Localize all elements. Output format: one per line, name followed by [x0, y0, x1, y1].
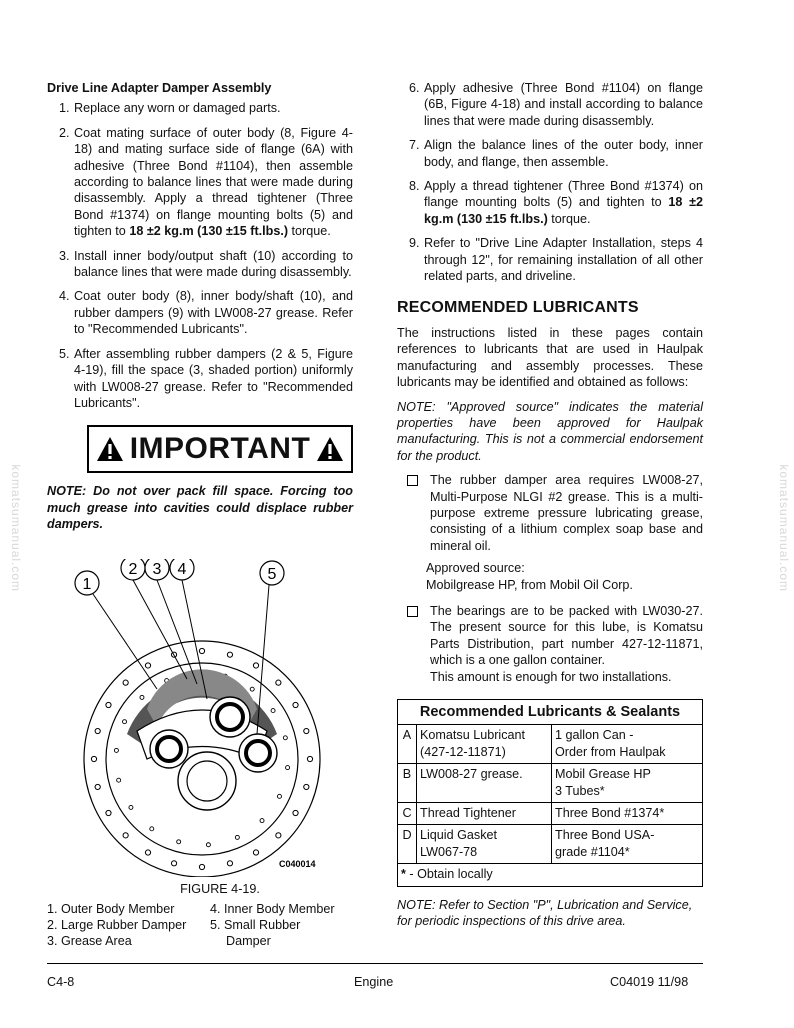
lubricants-intro: The instructions listed in these pages contain references to lubricants that are used in Haulpak manufacturing and assembly processes. These lubricants may be identified and obtained as follows: — [397, 325, 703, 390]
damper-diagram — [47, 559, 353, 877]
watermark-left: komatsumanual.com — [9, 464, 24, 593]
bolt-hole — [250, 687, 254, 691]
bolt-hole — [293, 702, 298, 707]
legend-item: Damper — [226, 933, 271, 948]
bolt-hole — [129, 805, 133, 809]
step-5: 5. After assembling rubber dampers (2 & 5, Figure 4-19), fill the space (3, shaded portion) uniformly with LW008-27 grease. Refer to "Recommended Lubricants". — [59, 346, 353, 410]
important-label: IMPORTANT — [129, 432, 311, 466]
bolt-hole — [106, 702, 111, 707]
bolt-hole — [286, 765, 290, 769]
legend-item: 2. Large Rubber Damper — [47, 917, 187, 932]
table-row: A Komatsu Lubricant (427-12-11871) 1 gallon Can - Order from Haulpak — [398, 725, 703, 764]
warning-icon — [316, 436, 344, 462]
bolt-hole — [123, 680, 128, 685]
step-3: 3. Install inner body/output shaft (10) according to balance lines that were made during disassembly. — [59, 248, 353, 280]
approved-source-note: NOTE: "Approved source" indicates the material properties have been approved for Haulpak manufacturing. This is not a commercial endorsement for the product. — [397, 399, 703, 463]
callout-1: 1 — [82, 575, 92, 593]
lubricants-table — [397, 699, 703, 887]
callout-4: 4 — [177, 560, 187, 578]
checklist-item: The rubber damper area requires LW008-27, Multi-Purpose NLGI #2 grease. This is a multi-purpose extreme pressure lubricating grease, consisting of a lithium complex soap base and mineral oil. — [397, 472, 703, 554]
bolt-hole — [177, 839, 181, 843]
bolt-hole — [150, 826, 154, 830]
legend-item: 5. Small Rubber — [210, 917, 301, 932]
bolt-hole — [206, 842, 210, 846]
legend-item: 1. Outer Body Member — [47, 901, 175, 916]
bolt-hole — [293, 810, 298, 815]
bolt-hole — [260, 818, 264, 822]
important-banner — [87, 425, 353, 473]
step-2: 2. Coat mating surface of outer body (8, Figure 4-18) and mating surface side of flange (6A) with adhesive (Three Bond #1104), then assemble according to balance lines that were made during disassembly. Apply a thread tightener (Three Bond #1374) on flange mounting bolts (5) and tighten to 18 ±2 kg.m (130 ±15 ft.lbs.) torque. — [59, 125, 353, 239]
chapter-name: Engine — [354, 975, 394, 989]
bolt-hole — [140, 695, 144, 699]
bolt-hole — [95, 728, 100, 733]
table-footnote-row: * - Obtain locally — [398, 864, 703, 886]
bolt-hole — [199, 864, 204, 869]
table-row: B LW008-27 grease. Mobil Grease HP 3 Tubes* — [398, 764, 703, 803]
bolt-hole — [91, 756, 96, 761]
bolt-hole — [276, 680, 281, 685]
bolt-hole — [114, 748, 118, 752]
lubricants-heading: RECOMMENDED LUBRICANTS — [397, 299, 639, 317]
figure-4-19 — [47, 559, 353, 877]
right-column — [397, 80, 703, 887]
step-6: 6. Apply adhesive (Three Bond #1104) on flange (6B, Figure 4-18) and install according to balance lines that were made during disassembly. — [409, 81, 703, 128]
figure-code: C040014 — [279, 858, 316, 869]
table-row: C Thread Tightener Three Bond #1374* — [398, 803, 703, 825]
bolt-hole — [106, 810, 111, 815]
bolt-hole — [123, 832, 128, 837]
bolt-hole — [276, 832, 281, 837]
bolt-hole — [145, 849, 150, 854]
callout-2: 2 — [128, 560, 138, 578]
bolt-hole — [145, 662, 150, 667]
important-note: NOTE: Do not over pack fill space. Forcing too much grease into cavities could displace rubber dampers. — [47, 484, 353, 532]
bolt-hole — [253, 662, 258, 667]
bolt-hole — [307, 756, 312, 761]
step-9: 9. Refer to "Drive Line Adapter Installation, steps 4 through 12", for remaining installation of all other related parts, and driveline. — [409, 236, 703, 284]
step-8: 8. Apply a thread tightener (Three Bond #1374) on flange mounting bolts (5) and tighten to 18 ±2 kg.m (130 ±15 ft.lbs.) torque. — [409, 179, 703, 226]
step-7: 7. Align the balance lines of the outer body, inner body, and flange, then assemble. — [409, 138, 703, 169]
step-4: 4. Coat outer body (8), inner body/shaft (10), and rubber dampers (9) with LW008-27 grease. Refer to "Recommended Lubricants". — [59, 289, 353, 337]
footer-divider — [47, 963, 703, 964]
bolt-hole — [199, 648, 204, 653]
watermark-right: komatsumanual.com — [777, 464, 792, 593]
bolt-hole — [271, 708, 275, 712]
left-column — [47, 80, 353, 949]
callout-5: 5 — [267, 565, 277, 583]
legend-item: 3. Grease Area — [47, 933, 132, 948]
table-title: Recommended Lubricants & Sealants — [398, 700, 703, 725]
bolt-hole — [227, 860, 232, 865]
figure-legend — [47, 901, 353, 949]
doc-code: C04019 11/98 — [610, 975, 689, 989]
bolt-hole — [304, 784, 309, 789]
bolt-hole — [227, 652, 232, 657]
table-row: D Liquid Gasket LW067-78 Three Bond USA- grade #1104* — [398, 825, 703, 864]
bolt-hole — [283, 735, 287, 739]
checklist-item: The bearings are to be packed with LW030-27. The present source for this lube, is Komatsu Parts Distribution, part number 427-12-11871, which is a one gallon container. This amount is enough for two installations. — [397, 603, 703, 685]
warning-icon — [96, 436, 124, 462]
bolt-hole — [117, 778, 121, 782]
approved-source: Approved source: Mobilgrease HP, from Mobil Oil Corp. — [426, 561, 633, 592]
bolt-hole — [123, 719, 127, 723]
section-title: Drive Line Adapter Damper Assembly — [47, 81, 272, 95]
legend-item: 4. Inner Body Member — [210, 901, 335, 916]
bolt-hole — [171, 860, 176, 865]
bolt-hole — [304, 728, 309, 733]
checkbox-icon — [407, 606, 418, 617]
checkbox-icon — [407, 475, 418, 486]
callout-3: 3 — [152, 560, 162, 578]
step-1: 1. Replace any worn or damaged parts. — [59, 101, 281, 116]
bolt-hole — [253, 849, 258, 854]
bolt-hole — [277, 794, 281, 798]
figure-caption: FIGURE 4-19. — [180, 881, 260, 896]
bolt-hole — [235, 835, 239, 839]
bottom-note: NOTE: Refer to Section "P", Lubrication and Service, for periodic inspections of this drive area. — [397, 898, 693, 929]
page-number: C4-8 — [47, 975, 75, 989]
bolt-hole — [95, 784, 100, 789]
